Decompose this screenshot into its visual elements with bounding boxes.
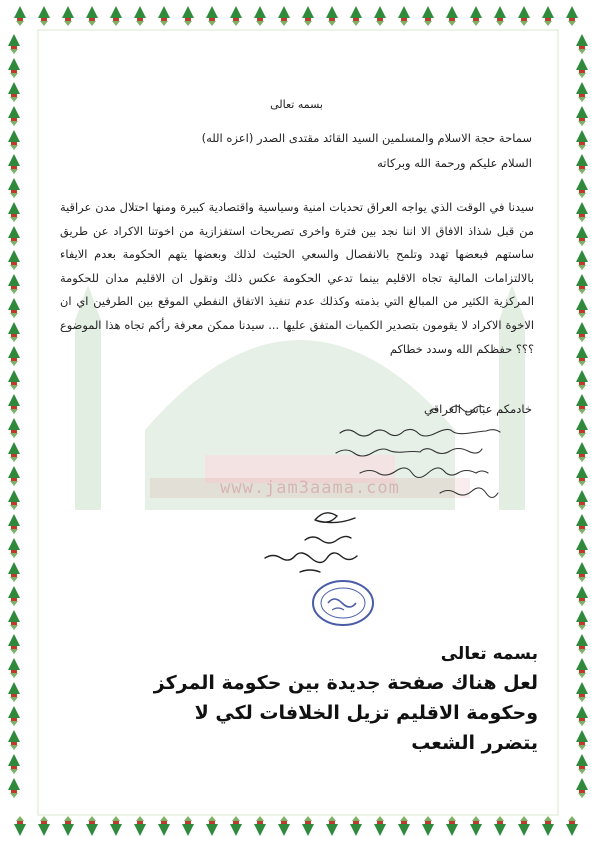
border-ornament	[518, 6, 530, 26]
border-ornament	[8, 154, 20, 174]
border-ornament	[446, 816, 458, 836]
border-ornament	[38, 6, 50, 26]
border-ornament	[576, 634, 588, 654]
border-ornament	[86, 816, 98, 836]
signature-graphic	[245, 500, 385, 580]
border-ornament	[302, 816, 314, 836]
address-line: سماحة حجة الاسلام والمسلمين السيد القائد مقتدى الصدر (اعزه الله)	[201, 131, 532, 145]
border-ornament	[8, 226, 20, 246]
border-ornament	[470, 6, 482, 26]
border-ornament	[576, 586, 588, 606]
border-ornament	[8, 706, 20, 726]
border-ornament	[182, 816, 194, 836]
border-ornament	[494, 816, 506, 836]
border-ornament	[518, 816, 530, 836]
border-ornament	[576, 442, 588, 462]
border-ornament	[206, 816, 218, 836]
border-ornament	[350, 816, 362, 836]
border-ornament	[350, 6, 362, 26]
border-ornament	[576, 178, 588, 198]
border-ornament	[576, 754, 588, 774]
border-ornament	[8, 322, 20, 342]
border-ornament	[230, 816, 242, 836]
border-ornament	[576, 370, 588, 390]
border-ornament	[158, 816, 170, 836]
border-ornament	[576, 658, 588, 678]
border-ornament	[576, 730, 588, 750]
border-ornament	[8, 298, 20, 318]
watermark-url: www.jam3aama.com	[150, 478, 470, 498]
basmala-heading: بسمه تعالى	[270, 98, 323, 111]
border-ornament	[8, 562, 20, 582]
border-ornament	[576, 130, 588, 150]
border-ornament	[494, 6, 506, 26]
border-ornament	[576, 82, 588, 102]
border-ornament	[422, 816, 434, 836]
border-ornament	[302, 6, 314, 26]
border-ornament	[374, 6, 386, 26]
border-ornament	[398, 816, 410, 836]
border-ornament	[8, 658, 20, 678]
border-ornament	[278, 6, 290, 26]
border-ornament	[8, 634, 20, 654]
border-ornament	[8, 538, 20, 558]
border-ornament	[8, 754, 20, 774]
border-ornament	[8, 130, 20, 150]
border-ornament	[62, 816, 74, 836]
border-ornament	[254, 6, 266, 26]
reply-line-1: لعل هناك صفحة جديدة بين حكومة المركز	[153, 672, 538, 694]
border-ornament	[62, 6, 74, 26]
border-ornament	[576, 514, 588, 534]
border-ornament	[8, 82, 20, 102]
border-ornament	[576, 394, 588, 414]
border-ornament	[134, 816, 146, 836]
reply-basmala: بسمه تعالى	[440, 644, 538, 664]
border-ornament	[38, 816, 50, 836]
border-ornament	[576, 106, 588, 126]
border-ornament	[576, 298, 588, 318]
border-ornament	[182, 6, 194, 26]
border-ornament	[8, 250, 20, 270]
border-ornament	[8, 730, 20, 750]
handwritten-reply-scribble	[330, 395, 520, 505]
border-ornament	[278, 816, 290, 836]
border-ornament	[576, 322, 588, 342]
border-ornament	[576, 490, 588, 510]
border-ornament	[8, 394, 20, 414]
border-ornament	[8, 418, 20, 438]
border-ornament	[576, 346, 588, 366]
border-ornament	[398, 6, 410, 26]
border-ornament	[326, 6, 338, 26]
border-ornament	[14, 816, 26, 836]
border-ornament	[576, 58, 588, 78]
border-ornament	[576, 274, 588, 294]
border-ornament	[158, 6, 170, 26]
border-ornament	[8, 586, 20, 606]
border-ornament	[326, 816, 338, 836]
border-ornament	[8, 34, 20, 54]
border-ornament	[8, 178, 20, 198]
letter-paragraph: سيدنا في الوقت الذي يواجه العراق تحديات امنية وسياسية واقتصادية كبيرة ومنها احتلال مدن عراقية من قبل شذاذ الافاق الا اننا نجد بين فترة واخرى تصريحات استفزازية من اخوتنا الاكراد عن طريق ساستهم فبعضها تهدد وتلمح بالانفصال والسعي الحثيث لذلك وبعضها يتهم الحكومة بعدم الايفاء بالالتزامات المالية تجاه الاقليم بينما تدعي الحكومة عكس ذلك وتقول ان الاقليم مدان للحكومة المركزية الكثير من المبالغ التي بذمته وكذلك عدم تنفيذ الاتفاق النفطي الموقع بين الطرفين اي ان الاخوة الاكراد لا يقومون بتصدير الكميات المتفق عليها ... سيدنا ممكن معرفة رأكم تجاه هذا الموضوع ؟؟؟ حفظكم الله وسدد خطاكم	[60, 200, 534, 356]
border-ornament	[566, 6, 578, 26]
border-ornament	[542, 6, 554, 26]
border-ornament	[576, 34, 588, 54]
border-ornament	[576, 154, 588, 174]
border-ornament	[8, 370, 20, 390]
greeting-line: السلام عليكم ورحمة الله وبركاته	[377, 156, 532, 170]
border-ornament	[374, 816, 386, 836]
border-ornament	[110, 816, 122, 836]
border-ornament	[576, 682, 588, 702]
border-ornament	[8, 514, 20, 534]
border-ornament	[230, 6, 242, 26]
border-ornament	[576, 466, 588, 486]
border-ornament	[8, 682, 20, 702]
border-ornament	[14, 6, 26, 26]
border-ornament	[8, 202, 20, 222]
border-ornament	[8, 346, 20, 366]
border-ornament	[8, 442, 20, 462]
border-ornament	[576, 610, 588, 630]
border-ornament	[576, 202, 588, 222]
reply-line-2: وحكومة الاقليم تزيل الخلافات لكي لا	[194, 702, 538, 724]
border-ornament	[8, 274, 20, 294]
border-ornament	[8, 466, 20, 486]
border-ornament	[566, 816, 578, 836]
border-ornament	[470, 816, 482, 836]
border-ornament	[576, 706, 588, 726]
border-ornament	[8, 610, 20, 630]
border-ornament	[542, 816, 554, 836]
border-ornament	[110, 6, 122, 26]
border-ornament	[576, 418, 588, 438]
reply-line-3: يتضرر الشعب	[411, 732, 538, 754]
border-ornament	[8, 778, 20, 798]
border-ornament	[86, 6, 98, 26]
border-ornament	[446, 6, 458, 26]
border-ornament	[576, 538, 588, 558]
border-ornament	[8, 490, 20, 510]
border-ornament	[254, 816, 266, 836]
border-ornament	[8, 58, 20, 78]
border-ornament	[576, 226, 588, 246]
border-ornament	[8, 106, 20, 126]
border-ornament	[422, 6, 434, 26]
border-ornament	[576, 562, 588, 582]
signoff-line: خادمكم عباس العراقي	[424, 402, 532, 416]
border-ornament	[576, 778, 588, 798]
reply-transcription	[154, 640, 538, 758]
border-ornament	[206, 6, 218, 26]
border-ornament	[134, 6, 146, 26]
official-stamp	[310, 578, 376, 628]
border-ornament	[576, 250, 588, 270]
